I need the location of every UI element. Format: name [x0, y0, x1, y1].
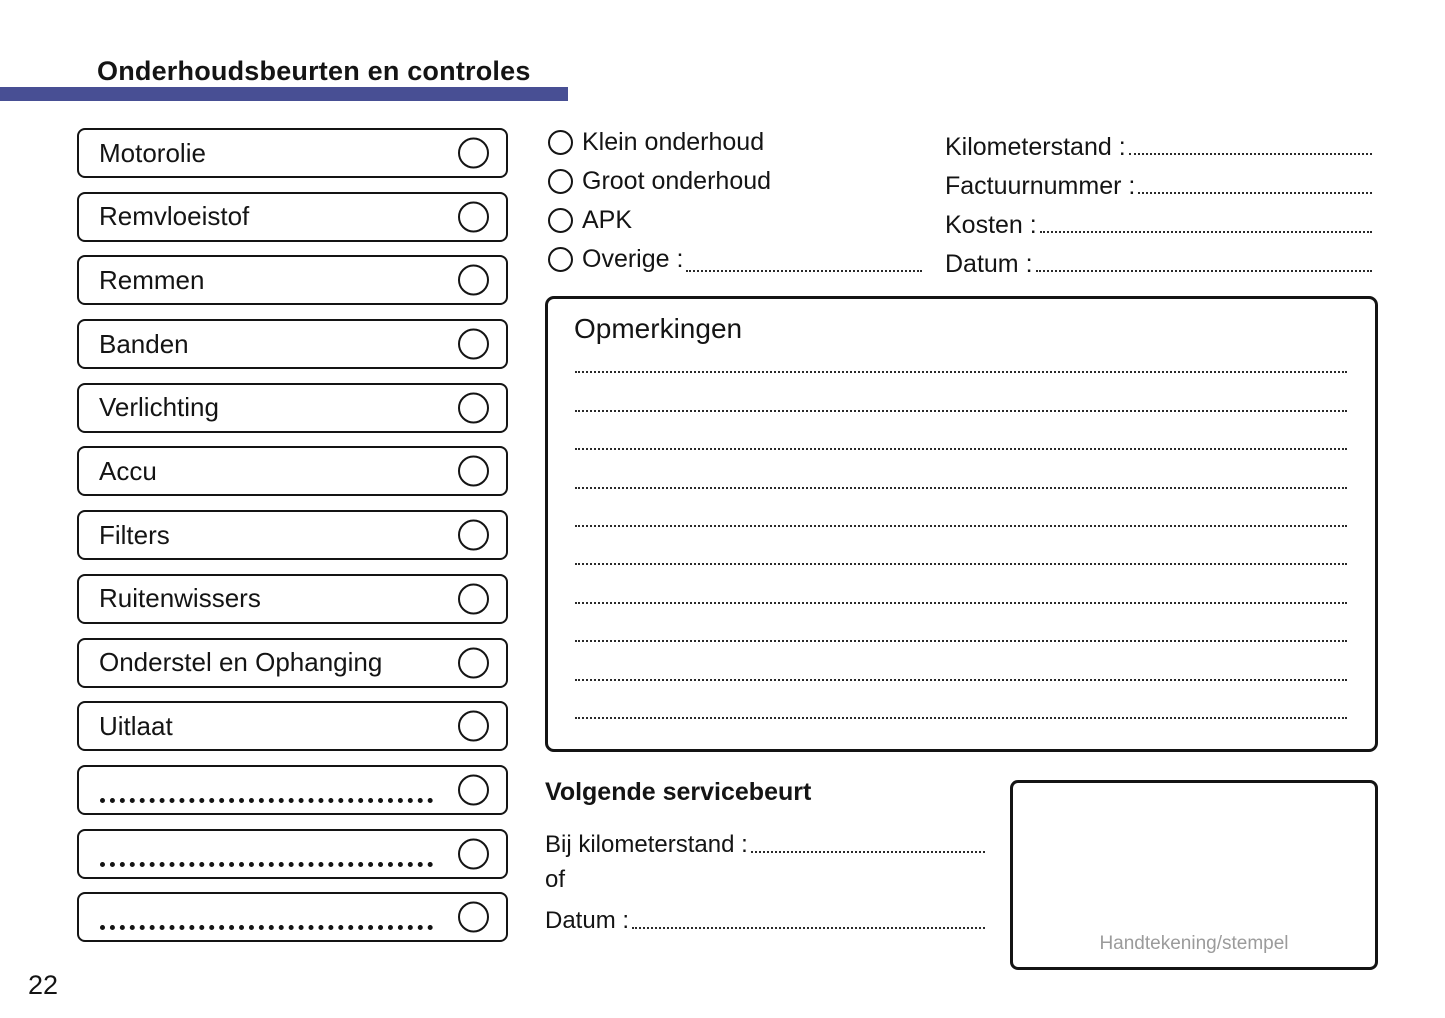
- checklist-item-label: Accu: [99, 455, 157, 486]
- blank-entry-line[interactable]: [100, 798, 433, 803]
- maintenance-checklist: [77, 128, 508, 942]
- checklist-row-banden: [77, 319, 508, 369]
- checkbox-circle[interactable]: [458, 392, 489, 423]
- checklist-row-ruitenwissers: [77, 574, 508, 624]
- remarks-line[interactable]: [575, 565, 1347, 603]
- remarks-line[interactable]: [575, 335, 1347, 373]
- next-date-input-line[interactable]: [632, 927, 985, 929]
- radio-circle[interactable]: [548, 208, 573, 233]
- remarks-line[interactable]: [575, 527, 1347, 565]
- option-row-groot-onderhoud: [548, 162, 922, 201]
- checklist-row-accu: [77, 446, 508, 496]
- factuurnummer-input-line[interactable]: [1138, 192, 1372, 194]
- service-details-fields: [945, 123, 1372, 279]
- checkbox-circle[interactable]: [458, 456, 489, 487]
- remarks-line[interactable]: [575, 642, 1347, 680]
- remarks-line[interactable]: [575, 681, 1347, 719]
- checklist-item-label: Banden: [99, 328, 189, 359]
- next-km-label: Bij kilometerstand :: [545, 831, 748, 859]
- checkbox-circle[interactable]: [458, 647, 489, 678]
- option-row-overige: [548, 240, 922, 279]
- checklist-row-verlichting: [77, 383, 508, 433]
- checklist-item-label: Remmen: [99, 264, 205, 295]
- checkbox-circle[interactable]: [458, 201, 489, 232]
- remarks-line[interactable]: [575, 489, 1347, 527]
- blank-entry-line[interactable]: [100, 862, 433, 867]
- checklist-item-label: Verlichting: [99, 392, 219, 423]
- checklist-item-label: Filters: [99, 519, 170, 550]
- checkbox-circle[interactable]: [458, 329, 489, 360]
- checklist-row-motorolie: [77, 128, 508, 178]
- service-option-label: APK: [582, 206, 633, 234]
- service-option-label: Groot onderhoud: [582, 167, 772, 195]
- field-row-kilometerstand: [945, 123, 1372, 162]
- blank-entry-line[interactable]: [100, 925, 433, 930]
- kilometerstand-input-line[interactable]: [1129, 153, 1372, 155]
- field-row-datum: [945, 240, 1372, 279]
- checkbox-circle[interactable]: [458, 265, 489, 296]
- checklist-row-uitlaat: [77, 701, 508, 751]
- service-type-options: [548, 123, 922, 279]
- field-label: Factuurnummer :: [945, 172, 1136, 200]
- checklist-row-blank-2: [77, 829, 508, 879]
- radio-circle[interactable]: [548, 130, 573, 155]
- radio-circle[interactable]: [548, 247, 573, 272]
- checklist-row-blank-1: [77, 765, 508, 815]
- checklist-item-label: Uitlaat: [99, 710, 173, 741]
- field-row-factuurnummer: [945, 162, 1372, 201]
- checklist-item-label: Remvloeistof: [99, 201, 250, 232]
- field-row-kosten: [945, 201, 1372, 240]
- next-date-label: Datum :: [545, 907, 630, 935]
- checklist-item-label: Motorolie: [99, 137, 206, 168]
- checklist-row-remvloeistof: [77, 192, 508, 242]
- remarks-box: [545, 296, 1378, 752]
- checklist-row-remmen: [77, 255, 508, 305]
- next-service-km-row: [545, 826, 985, 860]
- field-label: Kosten :: [945, 211, 1037, 239]
- signature-stamp-box[interactable]: [1010, 780, 1378, 970]
- remarks-line[interactable]: [575, 412, 1347, 450]
- service-option-label: Klein onderhoud: [582, 128, 765, 156]
- next-service-or-label: of: [545, 866, 566, 893]
- checkbox-circle[interactable]: [458, 583, 489, 614]
- checklist-item-label: Ruitenwissers: [99, 583, 261, 614]
- overige-input-line[interactable]: [686, 270, 922, 272]
- checklist-row-onderstel-en-ophanging: [77, 638, 508, 688]
- datum-input-line[interactable]: [1036, 270, 1372, 272]
- kosten-input-line[interactable]: [1040, 231, 1372, 233]
- remarks-line[interactable]: [575, 604, 1347, 642]
- next-service-date-row: [545, 902, 985, 936]
- checkbox-circle[interactable]: [458, 902, 489, 933]
- title-underline-bar: [0, 87, 568, 101]
- next-service-section: [545, 778, 985, 948]
- option-row-apk: [548, 201, 922, 240]
- signature-label: Handtekening/stempel: [1099, 933, 1289, 954]
- radio-circle[interactable]: [548, 169, 573, 194]
- remarks-title: Opmerkingen: [574, 313, 743, 344]
- checklist-row-filters: [77, 510, 508, 560]
- remarks-line[interactable]: [575, 450, 1347, 488]
- checkbox-circle[interactable]: [458, 711, 489, 742]
- checkbox-circle[interactable]: [458, 138, 489, 169]
- next-service-title: Volgende servicebeurt: [545, 778, 812, 806]
- checkbox-circle[interactable]: [458, 774, 489, 805]
- remarks-lines: [575, 335, 1347, 719]
- checklist-item-label: Onderstel en Ophanging: [99, 647, 383, 677]
- checkbox-circle[interactable]: [458, 838, 489, 869]
- option-row-klein-onderhoud: [548, 123, 922, 162]
- remarks-line[interactable]: [575, 373, 1347, 411]
- page-title: Onderhoudsbeurten en controles: [97, 56, 531, 86]
- field-label: Datum :: [945, 250, 1033, 278]
- page-number: 22: [28, 970, 59, 1000]
- next-km-input-line[interactable]: [751, 851, 985, 853]
- checkbox-circle[interactable]: [458, 520, 489, 551]
- field-label: Kilometerstand :: [945, 133, 1126, 161]
- service-option-label: Overige :: [582, 245, 684, 273]
- checklist-row-blank-3: [77, 892, 508, 942]
